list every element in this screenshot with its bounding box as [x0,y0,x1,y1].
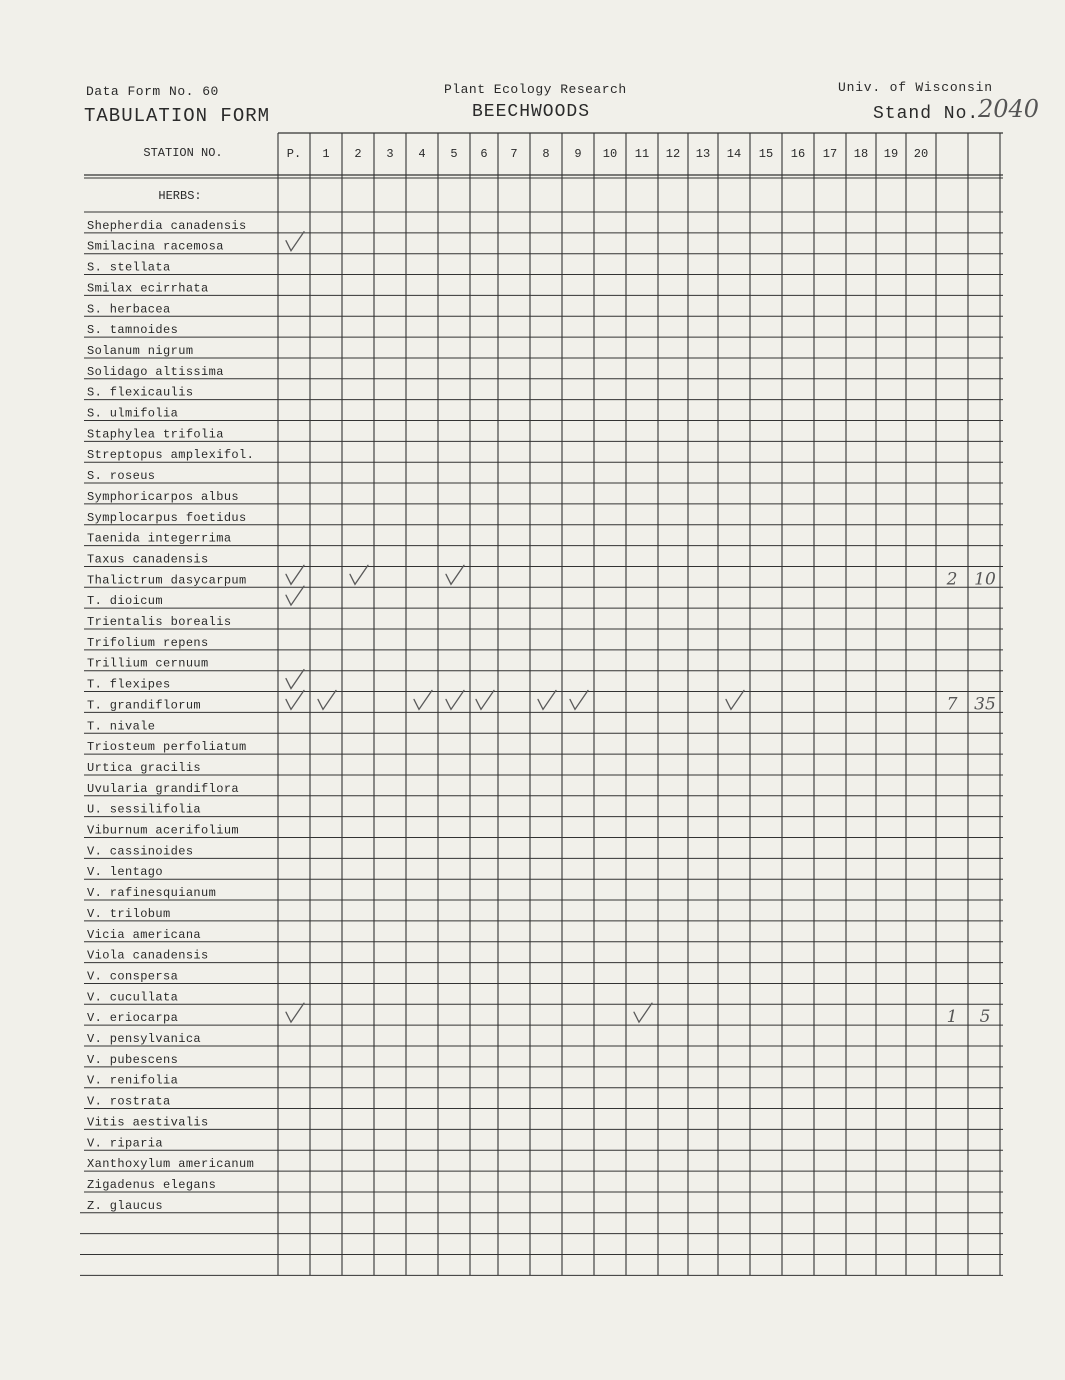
species-name: V. pensylvanica [87,1032,202,1046]
stand-label: Stand No. [873,104,980,124]
species-name: T. grandiflorum [87,698,202,713]
stand-number-handwritten: 2040 [978,95,1040,123]
column-header: 14 [726,147,742,161]
column-header: 17 [822,147,838,161]
checkmark [726,690,744,709]
checkmark [538,690,556,709]
species-name: Viola canadensis [87,948,209,963]
station-no-label: STATION NO. [143,146,223,160]
checkmark [286,690,304,709]
species-name: Taenida integerrima [87,531,232,546]
species-name: Smilacina racemosa [87,239,224,254]
species-name: V. rafinesquianum [87,886,217,901]
species-name: Solidago altissima [87,364,224,379]
species-name: S. roseus [87,469,156,484]
section-label-herbs: HERBS: [158,189,202,203]
species-name: V. eriocarpa [87,1011,179,1026]
column-header: 10 [602,147,618,161]
species-name: S. ulmifolia [87,406,179,421]
column-header: 3 [386,147,394,161]
organization-name: Plant Ecology Research [444,82,627,97]
checkmark [446,565,464,584]
form-title: TABULATION FORM [84,105,271,127]
species-name: Trientalis borealis [87,615,232,629]
checkmark [286,670,304,689]
species-name: Streptopus amplexifol. [87,448,255,463]
species-name: Staphylea trifolia [87,427,224,442]
tally-count: 1 [946,1007,958,1028]
species-name: Symplocarpus foetidus [87,510,247,525]
species-name: V. riparia [87,1136,164,1151]
species-name: Shepherdia canadensis [87,218,247,233]
column-header: 2 [354,147,362,161]
species-name: Zigadenus elegans [87,1177,217,1192]
species-name: Uvularia grandiflora [87,781,240,796]
checkmark [286,565,304,584]
species-name: Symphoricarpos albus [87,489,240,504]
species-name: Viburnum acerifolium [87,823,240,838]
species-name: V. lentago [87,865,164,880]
column-header: 16 [790,147,806,161]
species-name: V. cassinoides [87,844,194,859]
species-name: V. renifolia [87,1073,179,1088]
column-header: 13 [695,147,711,161]
species-name: V. conspersa [87,969,179,984]
species-name: Trillium cernuum [87,656,209,671]
species-name: V. cucullata [87,990,179,1005]
university-name: Univ. of Wisconsin [838,80,993,95]
species-name: Vitis aestivalis [87,1115,209,1130]
column-header: 7 [510,147,518,161]
tally-count: 7 [946,694,958,715]
checkmark [350,565,368,584]
column-header: 12 [665,147,681,161]
species-name: T. nivale [87,719,156,734]
species-name: T. dioicum [87,594,164,609]
column-header: P. [286,147,302,161]
column-header: 18 [853,147,869,161]
column-header: 20 [913,147,929,161]
checkmark [570,690,588,709]
species-name: Vicia americana [87,927,202,942]
checkmark [286,1003,304,1022]
checkmark [414,690,432,709]
species-name: V. rostrata [87,1094,171,1109]
tally-total: 10 [974,569,996,590]
species-name: T. flexipes [87,677,171,692]
column-header: 5 [450,147,458,161]
species-name: Urtica gracilis [87,760,202,775]
species-name: S. stellata [87,260,171,275]
column-header: 15 [758,147,774,161]
species-name: V. trilobum [87,906,171,921]
species-name: S. tamnoides [87,323,179,338]
species-name: S. herbacea [87,302,171,317]
species-name: Thalictrum dasycarpum [87,573,247,588]
species-name: Z. glaucus [87,1198,164,1213]
checkmark [318,690,336,709]
checkmark [286,586,304,605]
checkmark [476,690,494,709]
species-name: Solanum nigrum [87,343,194,358]
column-header: 6 [480,147,488,161]
species-name: Smilax ecirrhata [87,281,209,296]
tally-total: 35 [974,694,996,715]
species-name: Triosteum perfoliatum [87,740,247,755]
checkmark [634,1003,652,1022]
column-header: 4 [418,147,426,161]
species-name: S. flexicaulis [87,385,194,400]
checkmark [286,232,304,251]
tally-count: 2 [946,569,958,590]
species-name: Trifolium repens [87,635,209,650]
checkmark [446,690,464,709]
form-number: Data Form No. 60 [86,84,219,99]
species-name: Xanthoxylum americanum [87,1157,255,1172]
project-title: BEECHWOODS [472,102,591,122]
species-name: Taxus canadensis [87,552,209,567]
column-header: 19 [883,147,899,161]
species-name: V. pubescens [87,1052,179,1067]
column-header: 9 [574,147,582,161]
tally-total: 5 [979,1007,991,1028]
species-name: U. sessilifolia [87,802,202,817]
column-header: 8 [542,147,550,161]
column-header: 11 [634,147,650,161]
column-header: 1 [322,147,330,161]
